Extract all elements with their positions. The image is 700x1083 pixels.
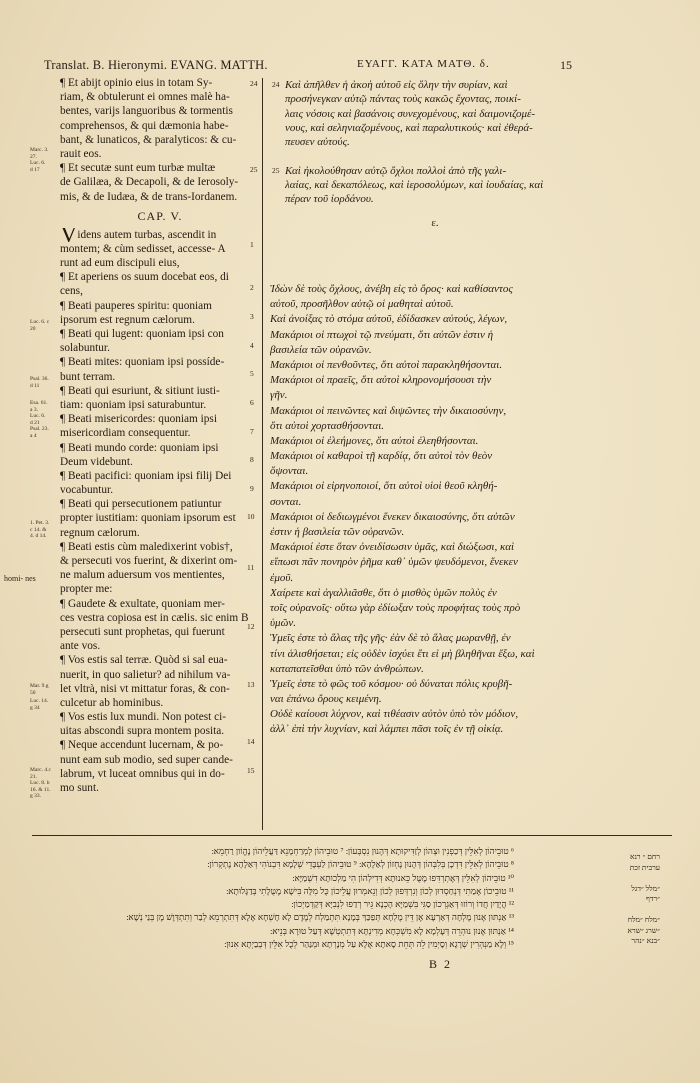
verse-number: 7 bbox=[250, 427, 254, 436]
verse-number: 3 bbox=[250, 312, 254, 321]
greek-line: Μακάριοι οἱ καθαροὶ τῇ καρδίᾳ, ὅτι αὐτοὶ τὸν θεὸν bbox=[270, 450, 493, 463]
latin-line: misericordiam consequentur. bbox=[60, 427, 191, 440]
side-note: homi- nes bbox=[4, 574, 36, 583]
greek-line: Καὶ ἠκολούθησαν αὐτῷ ὄχλοι πολλοὶ ἀπὸ τῆς γαλι- bbox=[285, 164, 507, 177]
hebrew-line: ¹¹ טוּבֵיכוֹן אֶמַתִי דְּנְחַסְדוּן לְכוֹן וְנִרְדְּפוּן לְכוֹן וְנֵאמְרוּן עֲלֵיכוֹן כֻּל מִלָּה בִּישָׁא מֶטֻּלָתִי בְּדַגָּלוּתָא ׃ bbox=[226, 885, 514, 896]
greek-line: Ὑμεῖς ἐστε τὸ φῶς τοῦ κόσμου· οὐ δύναται πόλις κρυβῆ- bbox=[270, 677, 513, 690]
greek-line: λαίας, καὶ δεκαπόλεως, καὶ ἱεροσολύμων, καὶ ἰουδαίας, καὶ bbox=[285, 179, 544, 192]
marginal-reference: Marc. 4.c 21. Luc. 8. b 16. & 11. g 33. bbox=[30, 767, 51, 799]
latin-line: nunt eam sub modio, sed super cande- bbox=[60, 753, 233, 766]
page-number: 15 bbox=[560, 58, 572, 72]
marginal-reference: Psal. 36. d 11 bbox=[30, 376, 49, 389]
latin-line: propter iustitiam: quoniam ipsorum est bbox=[60, 512, 236, 525]
latin-line: ¶ Beati pacifici: quoniam ipsi filij Dei bbox=[60, 469, 232, 482]
greek-line: τοῖς οὐρανοῖς· οὕτω γὰρ ἐδίωξαν τοὺς προφήτας τοὺς πρὸ bbox=[270, 601, 521, 614]
column-divider bbox=[262, 78, 263, 830]
hebrew-line: ¹⁴ אַנְתּוּן אֶנוּן נוּהְרֵה דְּעָלְמָא לָא מִשְׁכְּחָא מְדִינְתָּא דְּתִתְטְשָׁא דְּעַל טוּרָא בְּנֵיא ׃ bbox=[270, 925, 514, 936]
verse-number: 14 bbox=[247, 737, 255, 746]
greek-line bbox=[285, 149, 585, 163]
greek-line: ὄψονται. bbox=[270, 465, 309, 478]
greek-line: Μακάριοι οἱ εἰρηνοποιοί, ὅτι αὐτοὶ υἱοὶ θεοῦ κληθή- bbox=[270, 480, 498, 493]
latin-line: bentes, varijs languoribus & tormentis bbox=[60, 105, 233, 118]
greek-line: ναι ἐπάνω ὄρους κειμένη. bbox=[270, 693, 382, 706]
latin-line: ¶ Neque accendunt lucernam, & po- bbox=[60, 739, 224, 752]
verse-number: 13 bbox=[247, 680, 255, 689]
greek-running-header: ΕΥΑΓΓ. ΚΑΤΑ ΜΑΤΘ. δ. bbox=[357, 58, 490, 70]
greek-line: ὑμῶν. bbox=[270, 617, 296, 630]
greek-line: Μακάριοι οἱ πενθοῦντες, ὅτι αὐτοὶ παρακληθήσονται. bbox=[270, 358, 503, 371]
hebrew-note bbox=[515, 873, 660, 884]
verse-number: 10 bbox=[247, 512, 255, 521]
latin-line: vocabuntur. bbox=[60, 484, 114, 497]
greek-line: αὐτοῦ, προσῆλθον αὐτῷ οἱ μαθηταὶ αὐτοῦ. bbox=[270, 298, 454, 311]
latin-line: runt ad eum discipuli eius, bbox=[60, 257, 180, 270]
latin-line: regnum cælorum. bbox=[60, 526, 140, 539]
latin-line: bant, & lunaticos, & paralyticos: & cu- bbox=[60, 133, 237, 146]
latin-running-header: Translat. B. Hieronymi. EVANG. MATTH. bbox=[44, 58, 268, 72]
latin-line: mo sunt. bbox=[60, 782, 99, 794]
latin-line: uitas abscondi supra montem posita. bbox=[60, 725, 225, 738]
marginal-reference: Psal. 23. a 4 bbox=[30, 426, 49, 439]
latin-line: bunt terram. bbox=[60, 370, 116, 383]
marginal-reference: Marc. 3. 27. Luc. 6. d 17 bbox=[30, 147, 49, 173]
greek-column-chapter bbox=[270, 282, 590, 738]
marginal-reference: 1. Pet. 3. c 14. & 4. d 14. bbox=[30, 520, 50, 539]
latin-line: labrum, vt luceat omnibus qui in do- bbox=[60, 767, 225, 780]
latin-line: ¶ Vos estis lux mundi. Non potest ci- bbox=[60, 711, 226, 724]
marginal-reference: Luc. 6. c 20 bbox=[30, 319, 50, 332]
latin-line: montem; & cùm sedisset, accesse- A bbox=[60, 242, 226, 255]
greek-line: γῆν. bbox=[270, 389, 288, 402]
latin-line: persecuti sunt prophetas, qui fuerunt bbox=[60, 625, 225, 638]
marginal-reference: Esa. 61. a 3. Luc. 6. d 21 bbox=[30, 400, 48, 426]
latin-line: ¶ Et secutæ sunt eum turbæ multæ bbox=[60, 162, 216, 175]
hebrew-line: ¹⁵ וְלָא מַנְהְרִין שְׁרָגָא וְסָיְמִין לֵה תְּחֵת סָאתָא אֶלָא עַל מְנָרְתָא וּמְנַהַר לְכֻל אִלֵּין דְּבְבַיְתָא אִנוּן ׃ bbox=[224, 939, 514, 950]
marginal-reference: Mar. 9.g 50 bbox=[30, 683, 49, 696]
verse-number: 8 bbox=[250, 455, 254, 464]
greek-line: σονται. bbox=[270, 495, 302, 508]
latin-line: riam, & obtulerunt ei omnes malè ha- bbox=[60, 91, 230, 104]
hebrew-note bbox=[515, 905, 660, 916]
hebrew-marginal-notes bbox=[515, 852, 660, 947]
greek-line: ἐστιν ἡ βασιλεία τῶν οὐρανῶν. bbox=[270, 526, 405, 538]
hebrew-note: ״מלח ״מלח bbox=[627, 915, 660, 924]
greek-line: Μακάριοί ἐστε ὅταν ὀνειδίσωσιν ὑμᾶς, καὶ διώξωσι, καὶ bbox=[270, 541, 515, 554]
greek-line: Καὶ ἀπῆλθεν ἡ ἀκοὴ αὐτοῦ εἰς ὅλην τὴν συρίαν, καὶ bbox=[285, 79, 508, 91]
verse-number: 9 bbox=[250, 484, 254, 493]
greek-line: καταπατεῖσθαι ὑπὸ τῶν ἀνθρώπων. bbox=[270, 662, 424, 675]
latin-line: ¶ Beati estis cùm maledixerint vobis†, bbox=[60, 540, 233, 553]
latin-line: ¶ Beati mundo corde: quoniam ipsi bbox=[60, 441, 219, 454]
latin-line: ¶ Beati qui lugent: quoniam ipsi con bbox=[60, 328, 224, 340]
verse-number: 15 bbox=[247, 766, 255, 775]
latin-line: ¶ Beati qui esuriunt, & sitiunt iusti- bbox=[60, 384, 220, 397]
latin-line: let vltrà, nisi vt mittatur foras, & con- bbox=[60, 682, 230, 695]
latin-line: ¶ Beati mites: quoniam ipsi possíde- bbox=[60, 356, 225, 369]
hebrew-note: ״בנא ״נהר bbox=[631, 936, 660, 945]
latin-line: tiam: quoniam ipsi saturabuntur. bbox=[60, 398, 207, 411]
greek-line: ἀλλ᾿ ἐπὶ τὴν λυχνίαν, καὶ λάμπει πᾶσι τοῖς ἐν τῇ οἰκίᾳ. bbox=[270, 723, 504, 736]
hebrew-note: ״מלל ״דגל bbox=[631, 883, 660, 893]
hebrew-note: רחם ״ רנא bbox=[629, 852, 660, 861]
verse-number: 24 bbox=[250, 79, 258, 88]
drop-initial: V bbox=[60, 227, 78, 242]
verse-number: 4 bbox=[250, 341, 254, 350]
latin-line: culcetur ab hominibus. bbox=[60, 696, 164, 709]
latin-line: solabuntur. bbox=[60, 342, 110, 355]
latin-line: ¶ Et aperiens os suum docebat eos, di bbox=[60, 271, 229, 284]
hebrew-line: ¹² הֲיָדַיִן חֲדוֹ וְרוֹזוּ דְּאַגְרְכוֹן סַגִּי בִּשְׁמַיָּא הָכְנָא גֵּיר רְדַפוּ לִנְבִיָּא דְּקַדְמַיְכוֹן ׃ bbox=[291, 899, 514, 910]
greek-column-top bbox=[285, 78, 585, 239]
greek-line: βασιλεία τῶν οὐρανῶν. bbox=[270, 343, 372, 356]
hebrew-note: ערבית זכת bbox=[629, 862, 660, 872]
latin-line: nuerit, in quo salietur? ad nihilum va- bbox=[60, 668, 231, 681]
verse-number: 12 bbox=[247, 622, 255, 631]
latin-line: ¶ Gaudete & exultate, quoniam mer- bbox=[60, 597, 225, 610]
greek-line: προσήνεγκαν αὐτῷ πάντας τοὺς κακῶς ἔχοντας, ποικί- bbox=[285, 93, 521, 106]
greek-line: Οὐδὲ καίουσι λύχνον, καὶ τιθέασιν αὐτὸν ὑπὸ τὸν μόδιον, bbox=[270, 708, 519, 721]
verse-number: 6 bbox=[250, 398, 254, 407]
greek-line: πευσεν αὐτούς. bbox=[285, 136, 350, 149]
latin-line: ¶ Beati pauperes spiritu: quoniam bbox=[60, 299, 212, 312]
greek-line: τίνι ἁλισθήσεται; εἰς οὐδὲν ἰσχύει ἔτι εἰ μὴ βληθῆναι ἔξω, καὶ bbox=[270, 647, 535, 660]
signature-mark: B 2 bbox=[429, 957, 453, 971]
greek-line: Μακάριοι οἱ πτωχοὶ τῷ πνεύματι, ὅτι αὐτῶν ἐστιν ἡ bbox=[270, 328, 494, 341]
latin-line: cens, bbox=[60, 285, 83, 298]
latin-line: ante vos. bbox=[60, 640, 101, 653]
verse-number: 24 bbox=[272, 80, 280, 89]
verse-number: 25 bbox=[250, 165, 258, 174]
latin-line: propter me: bbox=[60, 583, 113, 596]
footer-divider bbox=[32, 835, 672, 836]
verse-number: 5 bbox=[250, 369, 254, 378]
latin-line: ¶ Beati qui persecutionem patiuntur bbox=[60, 498, 222, 511]
hebrew-note: ״שרג ״שרא bbox=[627, 925, 660, 935]
latin-line: Deum videbunt. bbox=[60, 455, 133, 468]
greek-line: Μακάριοι οἱ ἐλεήμονες, ὅτι αὐτοὶ ἐλεηθήσονται. bbox=[270, 434, 479, 447]
latin-line: ces vestra copiosa est in cælis. sic enim B bbox=[60, 611, 249, 624]
greek-line: πέραν τοῦ ἰορδάνου. bbox=[285, 193, 374, 206]
latin-line: & persecuti vos fuerint, & dixerint om- bbox=[60, 555, 238, 567]
greek-line: Ὑμεῖς ἐστε τὸ ἅλας τῆς γῆς· ἐὰν δὲ τὸ ἅλας μωρανθῇ, ἐν bbox=[270, 632, 511, 645]
latin-line: mis, & de Iudæa, & de trans-Iordanem. bbox=[60, 190, 238, 203]
greek-line: λαις νόσοις καὶ βασάνοις συνεχομένους, καὶ δαιμονιζομέ- bbox=[285, 107, 536, 120]
hebrew-text-block bbox=[44, 845, 514, 951]
latin-line: comprehensos, & qui dæmonia habe- bbox=[60, 119, 229, 132]
verse-number: 25 bbox=[272, 166, 280, 175]
greek-line: Χαίρετε καὶ ἀγαλλιᾶσθε, ὅτι ὁ μισθὸς ὑμῶν πολὺς ἐν bbox=[270, 586, 497, 599]
greek-line: Μακάριοι οἱ πραεῖς, ὅτι αὐτοὶ κληρονομήσουσι τὴν bbox=[270, 374, 492, 387]
verse-number: 11 bbox=[247, 563, 255, 572]
chapter-heading: CAP. V. bbox=[137, 208, 183, 223]
greek-line: ἐμοῦ. bbox=[270, 571, 294, 584]
greek-line: Ἰδὼν δὲ τοὺς ὄχλους, ἀνέβη εἰς τὸ ὄρος· καὶ καθίσαντος bbox=[270, 283, 513, 295]
greek-line: Μακάριοι οἱ πεινῶντες καὶ διψῶντες τὴν δικαιοσύνην, bbox=[270, 404, 507, 417]
latin-line: ne malum aduersum vos mentientes, bbox=[60, 569, 225, 582]
hebrew-line: ¹⁰ טוּבֵיהוֹן לְאִלֵּין דְּאֶתְרְדִּפוּ מֶטֻּל כֵּאנוּתָא דְּדִילְהוֹן הִי מַלְכוּתָא דִשְׁמַיָּא ׃ bbox=[292, 872, 514, 883]
hebrew-line: ¹³ אַנְתּוּן אֶנוּן מֶלְחָה דְּאַרְעָא אֶן דֵּין מֶלְחָא תְּפַכַּךְ בְּמָנָא תִּתְמַלְח לְמֶדֶם לָא חָשְׁחָא אֶלָא דְּתִתְרְמֵא לְבַר וְתִתְדְּוָשׁ מֶן בְּנַי נְשָׁא ׃ bbox=[126, 912, 514, 923]
greek-line: Μακάριοι οἱ δεδιωγμένοι ἕνεκεν δικαιοσύνης, ὅτι αὐτῶν bbox=[270, 510, 515, 523]
greek-line: Καὶ ἀνοίξας τὸ στόμα αὐτοῦ, ἐδίδασκεν αὐτούς, λέγων, bbox=[270, 313, 508, 326]
latin-line: rauit eos. bbox=[60, 147, 102, 160]
hebrew-note: ״רדף bbox=[645, 894, 660, 903]
latin-column bbox=[60, 76, 260, 795]
latin-line: ¶ Vos estis sal terræ. Quòd si sal eua- bbox=[60, 654, 228, 667]
latin-line: ¶ Beati misericordes: quoniam ipsi bbox=[60, 413, 217, 426]
verse-number: 2 bbox=[250, 283, 254, 292]
marginal-reference: Luc. 14. g 34 bbox=[30, 698, 49, 711]
latin-line: ¶ Et abijt opinio eius in totam Sy- bbox=[60, 77, 213, 89]
greek-line: εἴπωσι πᾶν πονηρὸν ῥῆμα καθ᾿ ὑμῶν ψευδόμενοι, ἕνεκεν bbox=[270, 556, 518, 569]
greek-line: ὅτι αὐτοὶ χορτασθήσονται. bbox=[270, 419, 385, 432]
latin-line: de Galilæa, & Decapoli, & de Ierosoly- bbox=[60, 176, 239, 189]
hebrew-line: ⁶ טוּבֵיהוֹן לְאִלֵּין דְּכַפְנִין וּצְהוֹן לְזַדִּיקוּתָא דְּהֶנוּן נִסְבְּעוֹן ׃ ⁷ טוּבֵיהוֹן לְמְרַחְמָנֵא דַּעֲלֵיהוֹן נֶהֱוֹון רַחְמֵא ׃ bbox=[211, 846, 514, 856]
latin-line: idens autem turbas, ascendit in bbox=[77, 228, 217, 241]
verse-number: 1 bbox=[250, 240, 254, 249]
greek-line: νους, καὶ σεληνιαζομένους, καὶ παραλυτικούς· καὶ ἐθερά- bbox=[285, 121, 533, 134]
latin-line: ipsorum est regnum cælorum. bbox=[60, 313, 195, 326]
hebrew-line: ⁸ טוּבֵיהוֹן לְאִלֵּין דִּדְכָן בְּלִבְּהוֹן דְּהֶנוּן נֶחְזוֹן לְאַלָהָא ׃ ⁹ טוּבֵיהוֹן לַעְבָּדֵי שְׁלָמָא דִּבְנוֹהִי דְּאַלָהָא נֶתְקְרוֹן ׃ bbox=[207, 859, 514, 870]
greek-section-mark: ε. bbox=[431, 216, 439, 229]
